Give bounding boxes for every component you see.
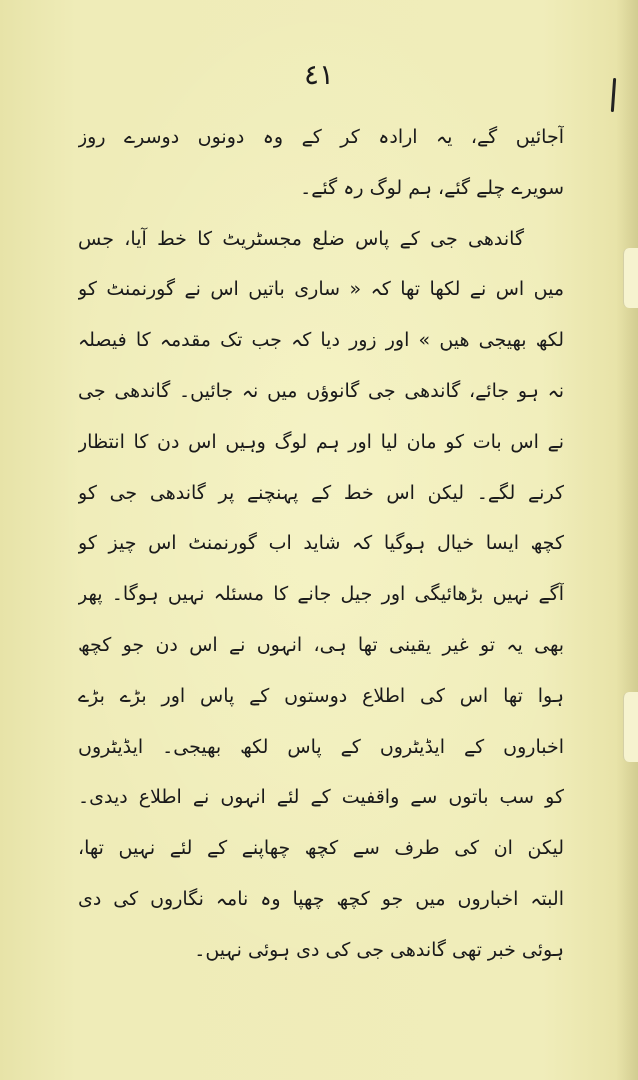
text-line: کچھ ایسا خیال ہوگیا کہ شاید اب گورنمنٹ اس چیز کو: [78, 532, 564, 555]
text-line: کو سب باتوں سے واقفیت کے لئے انہوں نے اطلاع دیدی۔: [78, 786, 564, 809]
text-line: لکھ بھیجی ھیں » اور زور دیا کہ جب تک مقدمہ کا فیصلہ: [78, 329, 564, 352]
text-line: ہوا تھا اس کی اطلاع دوستوں کے پاس اور بڑے بڑے: [78, 684, 564, 707]
text-line: آگے نہیں بڑھائیگی اور جیل جانے کا مسئلہ نہیں ہوگا۔ پھر: [78, 583, 564, 606]
text-line: بھی یہ تو غیر یقینی تھا ہی، انہوں نے اس دن جو کچھ: [78, 633, 564, 656]
body-text: [78, 112, 564, 976]
page-edge-tear: [623, 248, 638, 308]
text-line: لیکن ان کی طرف سے کچھ چھاپنے کے لئے نہیں تھا،: [78, 837, 564, 860]
text-line: اخباروں کے ایڈیٹروں کے پاس لکھ بھیجی۔ ایڈیٹروں: [78, 735, 564, 758]
text-line: نے اس بات کو مان لیا اور ہم لوگ وہیں اس دن کا انتظار: [78, 430, 564, 453]
text-line: کرنے لگے۔ لیکن اس خط کے پہنچنے پر گاندھی جی کو: [78, 481, 564, 504]
text-line: سویرے چلے گئے، ہم لوگ رہ گئے۔: [300, 176, 564, 199]
page-edge-tear: [623, 692, 638, 762]
text-line: نہ ہو جائے، گاندھی جی گانوؤں میں نہ جائیں۔ گاندھی جی: [78, 379, 564, 402]
text-line: ہوئی خبر تھی گاندھی جی کی دی ہوئی نہیں۔: [194, 938, 564, 961]
text-line: میں اس نے لکھا تھا کہ « ساری باتیں اس نے گورنمنٹ کو: [78, 278, 564, 301]
page-edge-shadow: [616, 0, 638, 1080]
text-line: البتہ اخباروں میں جو کچھ چھپا وہ نامہ نگاروں کی دی: [78, 887, 564, 910]
text-line: گاندھی جی کے پاس ضلع مجسٹریٹ کا خط آیا، جس: [78, 227, 524, 250]
text-line: آجائیں گے، یہ ارادہ کر کے وہ دونوں دوسرے روز: [78, 126, 564, 148]
page-number: ٤١: [303, 58, 335, 91]
